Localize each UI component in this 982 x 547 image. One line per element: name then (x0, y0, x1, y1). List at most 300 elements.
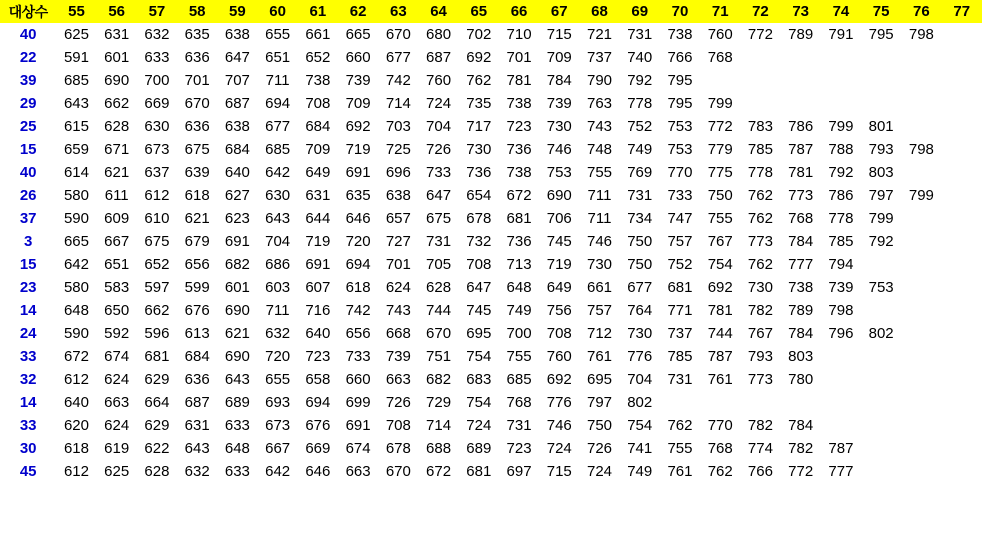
table-cell: 744 (418, 299, 458, 322)
table-cell (861, 368, 901, 391)
table-cell: 649 (298, 161, 338, 184)
table-cell: 746 (539, 414, 579, 437)
table-cell: 667 (97, 230, 137, 253)
table-cell: 723 (499, 115, 539, 138)
table-cell: 647 (418, 184, 458, 207)
table-cell (942, 92, 982, 115)
table-cell (942, 69, 982, 92)
table-cell: 580 (56, 184, 96, 207)
table-cell: 627 (217, 184, 257, 207)
table-cell (821, 391, 861, 414)
table-cell: 773 (740, 230, 780, 253)
table-cell: 763 (579, 92, 619, 115)
table-cell: 643 (217, 368, 257, 391)
table-cell: 745 (539, 230, 579, 253)
table-cell (781, 69, 821, 92)
table-cell: 719 (539, 253, 579, 276)
table-cell: 778 (821, 207, 861, 230)
column-header: 72 (740, 0, 780, 23)
table-cell: 702 (459, 23, 499, 46)
table-cell: 773 (740, 368, 780, 391)
table-cell: 635 (177, 23, 217, 46)
table-cell: 624 (378, 276, 418, 299)
table-cell: 749 (620, 138, 660, 161)
table-header (0, 0, 982, 23)
table-cell: 632 (258, 322, 298, 345)
table-cell: 787 (821, 437, 861, 460)
table-cell: 674 (97, 345, 137, 368)
table-cell: 731 (418, 230, 458, 253)
table-cell: 782 (740, 299, 780, 322)
table-cell: 748 (579, 138, 619, 161)
table-cell: 724 (539, 437, 579, 460)
table-cell: 761 (660, 460, 700, 483)
table-row (0, 299, 982, 322)
table-cell: 633 (137, 46, 177, 69)
table-cell: 755 (499, 345, 539, 368)
table-cell: 621 (217, 322, 257, 345)
table-cell: 668 (378, 322, 418, 345)
table-cell (942, 23, 982, 46)
table-cell: 792 (620, 69, 660, 92)
table-cell (901, 276, 941, 299)
table-cell: 730 (620, 322, 660, 345)
table-cell (942, 138, 982, 161)
table-row (0, 23, 982, 46)
table-cell (861, 69, 901, 92)
table-cell: 731 (499, 414, 539, 437)
table-cell: 730 (539, 115, 579, 138)
table-cell: 787 (700, 345, 740, 368)
table-cell: 803 (861, 161, 901, 184)
table-cell: 649 (539, 276, 579, 299)
table-cell (861, 391, 901, 414)
table-cell: 643 (56, 92, 96, 115)
table-cell (861, 460, 901, 483)
table-cell: 670 (177, 92, 217, 115)
table-cell: 619 (97, 437, 137, 460)
column-header: 70 (660, 0, 700, 23)
table-cell: 692 (338, 115, 378, 138)
table-cell: 683 (459, 368, 499, 391)
table-cell: 640 (217, 161, 257, 184)
table-cell: 772 (700, 115, 740, 138)
table-cell: 705 (418, 253, 458, 276)
table-cell: 636 (177, 46, 217, 69)
table-cell: 757 (579, 299, 619, 322)
table-cell: 727 (378, 230, 418, 253)
table-cell: 583 (97, 276, 137, 299)
table-cell: 732 (459, 230, 499, 253)
table-cell: 672 (56, 345, 96, 368)
table-cell: 635 (338, 184, 378, 207)
table-cell: 782 (781, 437, 821, 460)
table-cell: 673 (258, 414, 298, 437)
table-cell: 747 (660, 207, 700, 230)
table-cell: 692 (459, 46, 499, 69)
table-cell: 704 (258, 230, 298, 253)
table-cell (861, 345, 901, 368)
table-cell: 591 (56, 46, 96, 69)
table-cell: 701 (499, 46, 539, 69)
table-cell: 739 (539, 92, 579, 115)
row-header: 24 (0, 322, 56, 345)
table-cell: 681 (137, 345, 177, 368)
row-header: 14 (0, 299, 56, 322)
table-cell (821, 368, 861, 391)
table-cell: 652 (298, 46, 338, 69)
table-cell (901, 414, 941, 437)
table-cell: 749 (620, 460, 660, 483)
table-cell (861, 437, 901, 460)
table-cell: 601 (97, 46, 137, 69)
table-cell: 643 (177, 437, 217, 460)
table-cell: 786 (781, 115, 821, 138)
table-cell (821, 414, 861, 437)
table-row (0, 92, 982, 115)
table-cell (942, 299, 982, 322)
table-cell: 628 (418, 276, 458, 299)
table-cell: 798 (901, 23, 941, 46)
table-cell: 779 (700, 138, 740, 161)
row-header: 23 (0, 276, 56, 299)
row-header: 22 (0, 46, 56, 69)
column-header: 73 (781, 0, 821, 23)
table-cell: 709 (338, 92, 378, 115)
table-cell: 687 (177, 391, 217, 414)
table-cell: 736 (499, 230, 539, 253)
table-cell: 672 (418, 460, 458, 483)
table-cell: 621 (177, 207, 217, 230)
table-cell: 656 (338, 322, 378, 345)
table-cell: 712 (579, 322, 619, 345)
table-cell: 621 (97, 161, 137, 184)
table-cell: 628 (97, 115, 137, 138)
table-cell: 715 (539, 460, 579, 483)
table-cell: 711 (258, 69, 298, 92)
table-cell: 655 (258, 368, 298, 391)
table-cell: 686 (258, 253, 298, 276)
table-cell: 684 (217, 138, 257, 161)
table-cell: 708 (539, 322, 579, 345)
table-cell: 648 (56, 299, 96, 322)
table-cell: 682 (217, 253, 257, 276)
row-header: 33 (0, 414, 56, 437)
table-cell: 746 (539, 138, 579, 161)
column-header: 59 (217, 0, 257, 23)
table-cell: 580 (56, 276, 96, 299)
table-cell (821, 69, 861, 92)
table-row (0, 69, 982, 92)
table-cell: 703 (378, 115, 418, 138)
table-cell: 715 (539, 23, 579, 46)
table-cell (942, 345, 982, 368)
table-cell: 740 (620, 46, 660, 69)
table-cell: 720 (258, 345, 298, 368)
table-cell: 781 (700, 299, 740, 322)
header-row (0, 0, 982, 23)
table-cell: 662 (137, 299, 177, 322)
table-cell: 624 (97, 414, 137, 437)
table-cell: 771 (660, 299, 700, 322)
table-cell: 675 (137, 230, 177, 253)
table-cell: 679 (177, 230, 217, 253)
table-cell: 618 (177, 184, 217, 207)
table-cell: 629 (137, 414, 177, 437)
table-cell: 671 (97, 138, 137, 161)
table-cell: 762 (740, 184, 780, 207)
table-cell (901, 368, 941, 391)
table-cell: 743 (579, 115, 619, 138)
table-cell (942, 276, 982, 299)
table-cell: 700 (499, 322, 539, 345)
table-cell: 756 (539, 299, 579, 322)
table-cell: 717 (459, 115, 499, 138)
table-cell: 610 (137, 207, 177, 230)
table-cell: 690 (217, 345, 257, 368)
table-cell: 770 (700, 414, 740, 437)
table-cell: 738 (499, 161, 539, 184)
table-cell: 785 (740, 138, 780, 161)
table-cell: 676 (298, 414, 338, 437)
table-body (0, 23, 982, 483)
table-cell: 736 (459, 161, 499, 184)
table-cell: 755 (579, 161, 619, 184)
table-cell: 726 (418, 138, 458, 161)
table-cell: 755 (700, 207, 740, 230)
table-cell: 786 (821, 184, 861, 207)
table-cell: 764 (620, 299, 660, 322)
table-row (0, 115, 982, 138)
table-cell (861, 414, 901, 437)
table-cell: 685 (56, 69, 96, 92)
table-cell: 768 (781, 207, 821, 230)
table-cell (901, 161, 941, 184)
row-header: 30 (0, 437, 56, 460)
table-cell: 761 (579, 345, 619, 368)
table-cell (901, 345, 941, 368)
table-cell (861, 299, 901, 322)
column-header: 61 (298, 0, 338, 23)
table-cell: 753 (660, 115, 700, 138)
table-cell: 795 (660, 92, 700, 115)
table-cell: 744 (700, 322, 740, 345)
table-cell: 596 (137, 322, 177, 345)
table-cell: 774 (740, 437, 780, 460)
table-cell: 674 (338, 437, 378, 460)
table-row (0, 414, 982, 437)
table-cell: 690 (97, 69, 137, 92)
table-cell: 734 (620, 207, 660, 230)
table-cell: 737 (579, 46, 619, 69)
table-cell: 603 (258, 276, 298, 299)
row-header: 40 (0, 161, 56, 184)
table-row (0, 253, 982, 276)
table-cell: 628 (137, 460, 177, 483)
table-cell: 730 (740, 276, 780, 299)
table-cell: 739 (821, 276, 861, 299)
column-header: 68 (579, 0, 619, 23)
table-cell: 590 (56, 322, 96, 345)
table-cell: 731 (620, 184, 660, 207)
table-cell: 669 (137, 92, 177, 115)
table-cell: 713 (499, 253, 539, 276)
table-cell: 636 (177, 368, 217, 391)
table-cell: 707 (217, 69, 257, 92)
table-row (0, 46, 982, 69)
table-cell: 689 (459, 437, 499, 460)
table-cell: 691 (338, 161, 378, 184)
table-cell: 693 (258, 391, 298, 414)
table-cell: 773 (781, 184, 821, 207)
table-cell: 767 (740, 322, 780, 345)
table-cell: 798 (901, 138, 941, 161)
table-cell: 781 (499, 69, 539, 92)
table-cell: 692 (539, 368, 579, 391)
table-cell: 678 (459, 207, 499, 230)
table-cell: 780 (781, 368, 821, 391)
table-cell: 762 (459, 69, 499, 92)
table-cell: 672 (499, 184, 539, 207)
table-cell (942, 460, 982, 483)
table-cell: 752 (660, 253, 700, 276)
table-cell: 670 (378, 23, 418, 46)
table-cell: 687 (418, 46, 458, 69)
table-cell: 785 (660, 345, 700, 368)
table-cell: 784 (539, 69, 579, 92)
table-cell: 642 (56, 253, 96, 276)
table-cell: 694 (298, 391, 338, 414)
table-cell: 704 (620, 368, 660, 391)
table-cell: 736 (499, 138, 539, 161)
table-cell (740, 391, 780, 414)
table-cell: 787 (781, 138, 821, 161)
table-row (0, 230, 982, 253)
table-cell (942, 161, 982, 184)
table-cell: 726 (579, 437, 619, 460)
table-row (0, 184, 982, 207)
table-cell: 724 (579, 460, 619, 483)
table-cell: 622 (137, 437, 177, 460)
table-cell: 751 (418, 345, 458, 368)
table-cell: 704 (418, 115, 458, 138)
table-cell: 738 (660, 23, 700, 46)
table-cell: 685 (258, 138, 298, 161)
table-cell: 792 (821, 161, 861, 184)
table-cell: 766 (660, 46, 700, 69)
table-cell: 737 (660, 322, 700, 345)
table-cell: 632 (177, 460, 217, 483)
table-cell: 709 (539, 46, 579, 69)
table-cell: 802 (861, 322, 901, 345)
table-cell: 729 (418, 391, 458, 414)
table-cell: 720 (338, 230, 378, 253)
table-cell: 743 (378, 299, 418, 322)
table-cell: 612 (137, 184, 177, 207)
table-cell: 733 (418, 161, 458, 184)
table-cell: 792 (861, 230, 901, 253)
table-cell (700, 391, 740, 414)
table-cell: 710 (499, 23, 539, 46)
table-cell: 675 (177, 138, 217, 161)
table-cell: 714 (418, 414, 458, 437)
table-cell: 768 (700, 46, 740, 69)
table-cell (901, 115, 941, 138)
table-cell: 730 (579, 253, 619, 276)
table-cell: 723 (499, 437, 539, 460)
row-header: 45 (0, 460, 56, 483)
table-cell: 775 (700, 161, 740, 184)
table-cell: 797 (579, 391, 619, 414)
table-cell (901, 46, 941, 69)
table-cell: 648 (217, 437, 257, 460)
table-cell: 781 (781, 161, 821, 184)
table-cell: 661 (298, 23, 338, 46)
table-cell: 633 (217, 460, 257, 483)
table-cell: 802 (620, 391, 660, 414)
table-cell: 791 (821, 23, 861, 46)
table-cell: 762 (660, 414, 700, 437)
table-cell: 778 (740, 161, 780, 184)
row-header: 14 (0, 391, 56, 414)
table-cell: 667 (258, 437, 298, 460)
table-cell: 638 (378, 184, 418, 207)
table-cell: 719 (338, 138, 378, 161)
table-cell: 777 (821, 460, 861, 483)
table-cell (901, 230, 941, 253)
table-cell: 754 (459, 345, 499, 368)
table-cell (901, 69, 941, 92)
table-cell: 638 (217, 115, 257, 138)
table-cell (901, 460, 941, 483)
table-cell: 655 (258, 23, 298, 46)
table-cell: 684 (298, 115, 338, 138)
table-cell (901, 253, 941, 276)
table-cell: 690 (217, 299, 257, 322)
table-cell: 689 (217, 391, 257, 414)
table-cell: 673 (137, 138, 177, 161)
table-cell: 669 (298, 437, 338, 460)
table-cell: 767 (700, 230, 740, 253)
table-cell: 768 (700, 437, 740, 460)
table-cell: 670 (418, 322, 458, 345)
corner-header: 대상수 (0, 0, 56, 23)
table-cell: 706 (539, 207, 579, 230)
table-cell: 646 (298, 460, 338, 483)
table-cell: 637 (137, 161, 177, 184)
column-header: 58 (177, 0, 217, 23)
table-cell: 684 (177, 345, 217, 368)
table-cell: 708 (459, 253, 499, 276)
column-header: 74 (821, 0, 861, 23)
table-cell: 636 (177, 115, 217, 138)
table-cell: 639 (177, 161, 217, 184)
table-cell: 659 (56, 138, 96, 161)
table-cell: 754 (700, 253, 740, 276)
table-cell: 750 (579, 414, 619, 437)
table-row (0, 276, 982, 299)
table-cell: 665 (56, 230, 96, 253)
row-header: 40 (0, 23, 56, 46)
table-cell: 692 (700, 276, 740, 299)
table-cell: 691 (298, 253, 338, 276)
table-cell: 753 (539, 161, 579, 184)
table-cell: 660 (338, 368, 378, 391)
table-cell: 739 (378, 345, 418, 368)
column-header: 76 (901, 0, 941, 23)
table-cell: 719 (298, 230, 338, 253)
table-cell: 681 (660, 276, 700, 299)
